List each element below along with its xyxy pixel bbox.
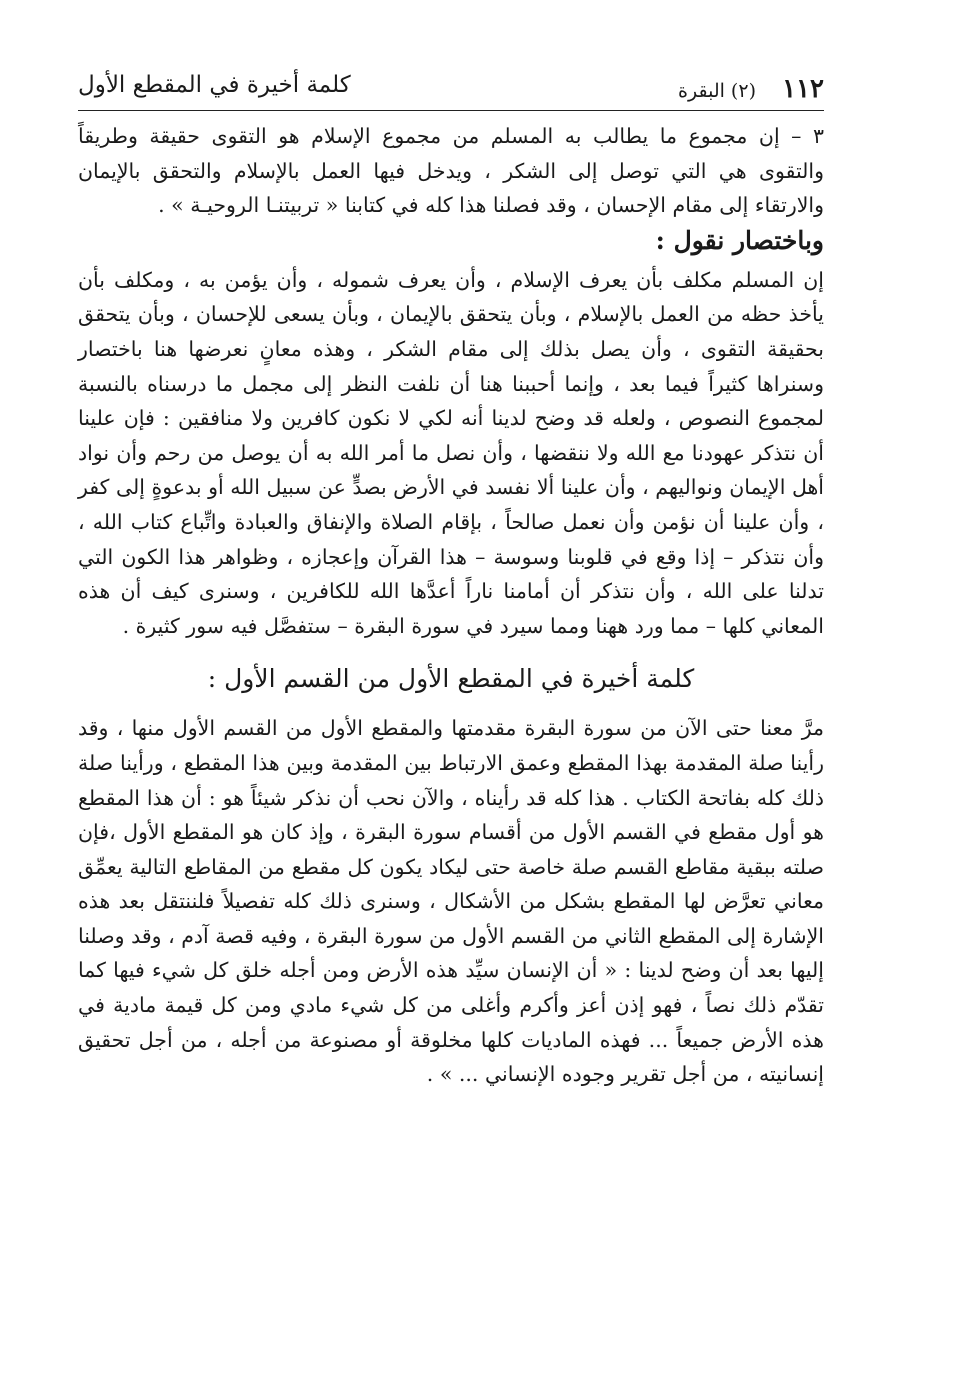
point-three-paragraph: ٣ – إن مجموع ما يطالب به المسلم من مجموع الإسلام هو التقوى حقيقة وطريقاً والتقوى هي التي توصل إلى الشكر ، ويدخل فيها العمل بالإسلام والتحقق بالإيمان والارتقاء إلى مقام الإحسان ، وقد فصلنا هذا كله في كتابنا « تربيتنـا الروحيـة » . — [78, 124, 824, 218]
running-title: كلمة أخيرة في المقطع الأول — [78, 72, 351, 98]
summary-heading: وباختصار نقول : — [655, 225, 824, 255]
surah-label: (٢) البقرة — [678, 80, 756, 102]
page-number: ١١٢ — [782, 74, 824, 104]
page-body — [78, 111, 824, 1092]
final-word-paragraph: مرَّ معنا حتى الآن من سورة البقرة مقدمتها والمقطع الأول من القسم الأول منها ، وقد رأينا صلة المقدمة بهذا المقطع وعمق الارتباط بين المقدمة وبين هذا المقطع ، ورأينا صلة ذلك كله بفاتحة الكتاب . هذا كله قد رأيناه ، والآن نحب أن نذكر شيئاً هو : أن هذا المقطع هو أول مقطع في القسم الأول من أقسام سورة البقرة ، وإذ كان هو المقطع الأول ،فإن صلته ببقية مقاطع القسم صلة خاصة حتى ليكاد يكون كل مقطع من المقاطع التالية يعمِّق معاني تعرَّض لها المقطع بشكل من الأشكال ، وسنرى ذلك كله تفصيلاً فلننتقل بعد هذه الإشارة إلى المقطع الثاني من القسم الأول من سورة البقرة ، وفيه قصة آدم ، وقد وصلنا إليها بعد أن وضح لدينا : « أن الإنسان سيِّد هذه الأرض ومن أجله خلق كل شيء فيها كما تقدّم ذلك نصاً ، فهو إذن أعز وأكرم وأغلى من كل شيء مادي ومن كل قيمة مادية في هذه الأرض جميعاً ... فهذه الماديات كلها مخلوقة أو مصنوعة من أجله ، من أجل تحقيق إنسانيته ، من أجل تقرير وجوده الإنساني ... » . — [78, 716, 824, 1087]
section-heading: كلمة أخيرة في المقطع الأول من القسم الأول : — [207, 664, 695, 694]
book-page — [78, 60, 824, 1092]
summary-paragraph: إن المسلم مكلف بأن يعرف الإسلام ، وأن يعرف شموله ، وأن يؤمن به ، ومكلف بأن يأخذ حظه من العمل بالإسلام ، وبأن يتحقق بالإيمان ، وبأن يسعى للإحسان ، وبأن يتحقق بحقيقة التقوى ، وأن يصل بذلك إلى مقام الشكر ، وهذه معانٍ نعرضها هنا باختصار وسنراها كثيراً فيما بعد ، وإنما أحببنا هنا أن نلفت النظر إلى مجمل ما درسناه بالنسبة لمجموع النصوص ، ولعله قد وضح لدينا أنه لكي لا نكون كافرين ولا منافقين : فإن علينا أن نتذكر عهودنا مع الله ولا ننقضها ، وأن نصل ما أمر الله به أن يوصل من رحم وأن نواد أهل الإيمان ونواليهم ، وأن علينا ألا نفسد في الأرض بصدٍّ عن سبيل الله أو بدعوةٍ إلى كفر ، وأن علينا أن نؤمن وأن نعمل صالحاً ، بإقام الصلاة والإنفاق والعبادة واتِّباع كتاب الله ، وأن نتذكر – إذا وقع في قلوبنا وسوسة – هذا القرآن وإعجازه ، وظواهر هذا الكون التي تدلنا على الله ، وأن نتذكر أن أمامنا ناراً أعدَّها الله للكافرين ، وسنرى كيف أن هذه المعاني كلها – مما ورد ههنا ومما سيرد في سورة البقرة – ستفصَّل فيه سور كثيرة . — [78, 267, 824, 638]
page-header — [78, 60, 824, 111]
